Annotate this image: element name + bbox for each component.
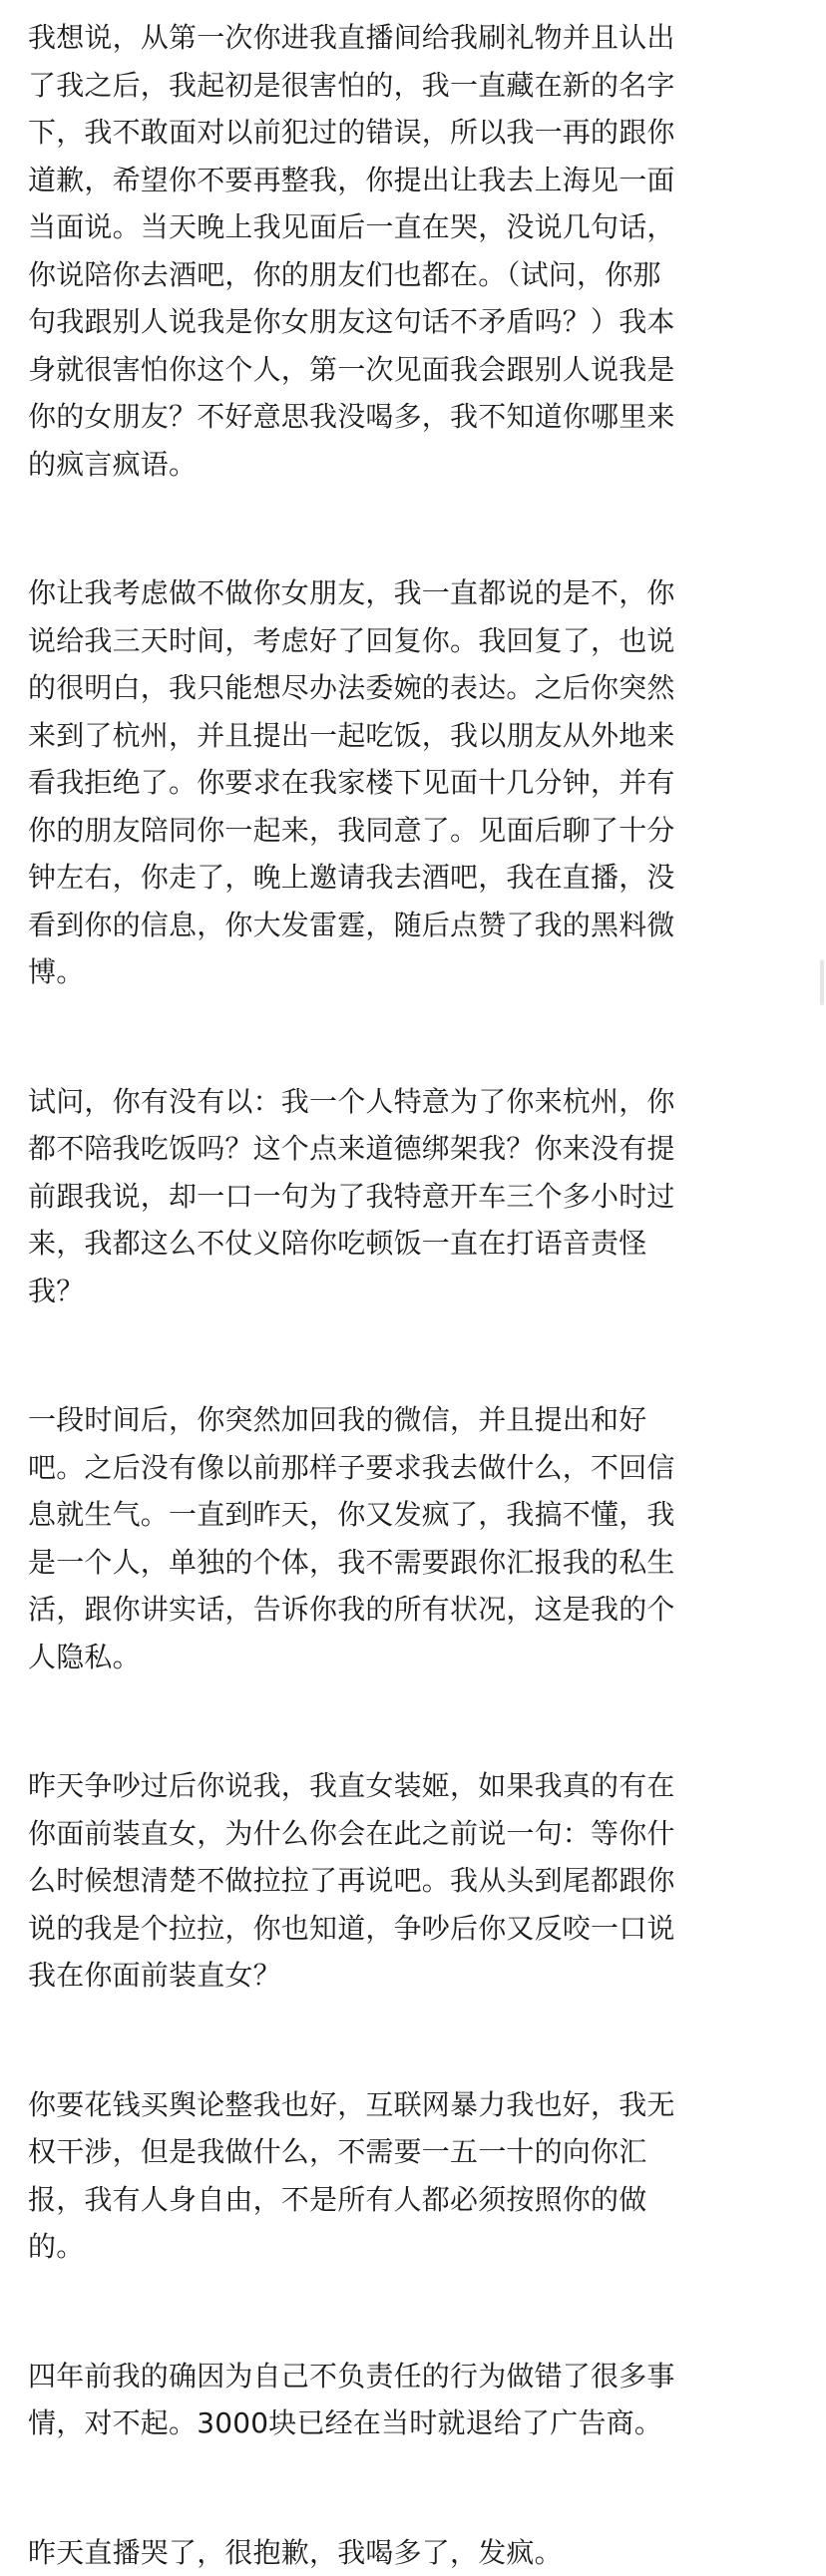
text-line: 四年前我的确因为自己不负责任的行为做错了很多事 bbox=[28, 2353, 782, 2400]
text-line: 看到你的信息，你大发雷霆，随后点赞了我的黑料微 bbox=[28, 902, 782, 949]
paragraph bbox=[28, 2081, 782, 2271]
text-line: 都不陪我吃饭吗？这个点来道德绑架我？你来没有提 bbox=[28, 1125, 782, 1173]
text-line: 来到了杭州，并且提出一起吃饭，我以朋友从外地来 bbox=[28, 712, 782, 760]
text-line: 我想说，从第一次你进我直播间给我刷礼物并且认出 bbox=[28, 14, 782, 62]
text-line: 前跟我说，却一口一句为了我特意开车三个多小时过 bbox=[28, 1173, 782, 1221]
text-line: 吧。之后没有像以前那样子要求我去做什么，不回信 bbox=[28, 1444, 782, 1492]
text-line: 昨天直播哭了，很抱歉，我喝多了，发疯。 bbox=[28, 2529, 782, 2576]
text-line: 的疯言疯语。 bbox=[28, 441, 782, 489]
text-line: 你让我考虑做不做你女朋友，我一直都说的是不，你 bbox=[28, 569, 782, 617]
text-line: 是一个人，单独的个体，我不需要跟你汇报我的私生 bbox=[28, 1539, 782, 1587]
text-line: 了我之后，我起初是很害怕的，我一直藏在新的名字 bbox=[28, 62, 782, 110]
text-line: 当面说。当天晚上我见面后一直在哭，没说几句话， bbox=[28, 203, 782, 251]
text-line: 我？ bbox=[28, 1268, 782, 1315]
text-line: 说给我三天时间，考虑好了回复你。我回复了，也说 bbox=[28, 617, 782, 665]
text-line: 试问，你有没有以：我一个人特意为了你来杭州，你 bbox=[28, 1078, 782, 1126]
text-line: 你说陪你去酒吧，你的朋友们也都在。（试问，你那 bbox=[28, 251, 782, 299]
scroll-indicator[interactable] bbox=[820, 959, 824, 1005]
text-line: 人隐私。 bbox=[28, 1634, 782, 1681]
paragraph bbox=[28, 1762, 782, 2000]
text-line: 来，我都这么不仗义陪你吃顿饭一直在打语音责怪 bbox=[28, 1220, 782, 1268]
text-line: 身就很害怕你这个人，第一次见面我会跟别人说我是 bbox=[28, 346, 782, 394]
text-line: 你面前装直女，为什么你会在此之前说一句：等你什 bbox=[28, 1810, 782, 1858]
text-line: 一段时间后，你突然加回我的微信，并且提出和好 bbox=[28, 1396, 782, 1444]
text-line: 博。 bbox=[28, 948, 782, 996]
text-line: 昨天争吵过后你说我，我直女装姬，如果我真的有在 bbox=[28, 1762, 782, 1810]
text-line: 么时候想清楚不做拉拉了再说吧。我从头到尾都跟你 bbox=[28, 1857, 782, 1905]
text-line: 道歉，希望你不要再整我，你提出让我去上海见一面 bbox=[28, 157, 782, 204]
paragraph bbox=[28, 1396, 782, 1680]
paragraph bbox=[28, 569, 782, 996]
paragraph bbox=[28, 1078, 782, 1315]
text-line: 看我拒绝了。你要求在我家楼下见面十几分钟，并有 bbox=[28, 759, 782, 807]
text-line: 的很明白，我只能想尽办法委婉的表达。之后你突然 bbox=[28, 664, 782, 712]
paragraph bbox=[28, 2353, 782, 2447]
text-line: 活，跟你讲实话，告诉你我的所有状况，这是我的个 bbox=[28, 1586, 782, 1634]
text-line: 说的我是个拉拉，你也知道，争吵后你又反咬一口说 bbox=[28, 1905, 782, 1953]
text-line: 的。 bbox=[28, 2223, 782, 2271]
statement-body bbox=[28, 14, 782, 2576]
text-line: 下，我不敢面对以前犯过的错误，所以我一再的跟你 bbox=[28, 109, 782, 157]
text-line: 句我跟别人说我是你女朋友这句话不矛盾吗？）我本 bbox=[28, 298, 782, 346]
paragraph bbox=[28, 2529, 782, 2576]
text-line: 钟左右，你走了，晚上邀请我去酒吧，我在直播，没 bbox=[28, 854, 782, 902]
text-line: 息就生气。一直到昨天，你又发疯了，我搞不懂，我 bbox=[28, 1491, 782, 1539]
text-line: 情，对不起。3000块已经在当时就退给了广告商。 bbox=[28, 2399, 782, 2447]
text-line: 你的女朋友？不好意思我没喝多，我不知道你哪里来 bbox=[28, 393, 782, 441]
paragraph bbox=[28, 14, 782, 488]
text-line: 报，我有人身自由，不是所有人都必须按照你的做 bbox=[28, 2176, 782, 2224]
text-line: 权干涉，但是我做什么，不需要一五一十的向你汇 bbox=[28, 2128, 782, 2176]
text-line: 我在你面前装直女？ bbox=[28, 1952, 782, 2000]
text-line: 你要花钱买舆论整我也好，互联网暴力我也好，我无 bbox=[28, 2081, 782, 2129]
text-line: 你的朋友陪同你一起来，我同意了。见面后聊了十分 bbox=[28, 807, 782, 855]
